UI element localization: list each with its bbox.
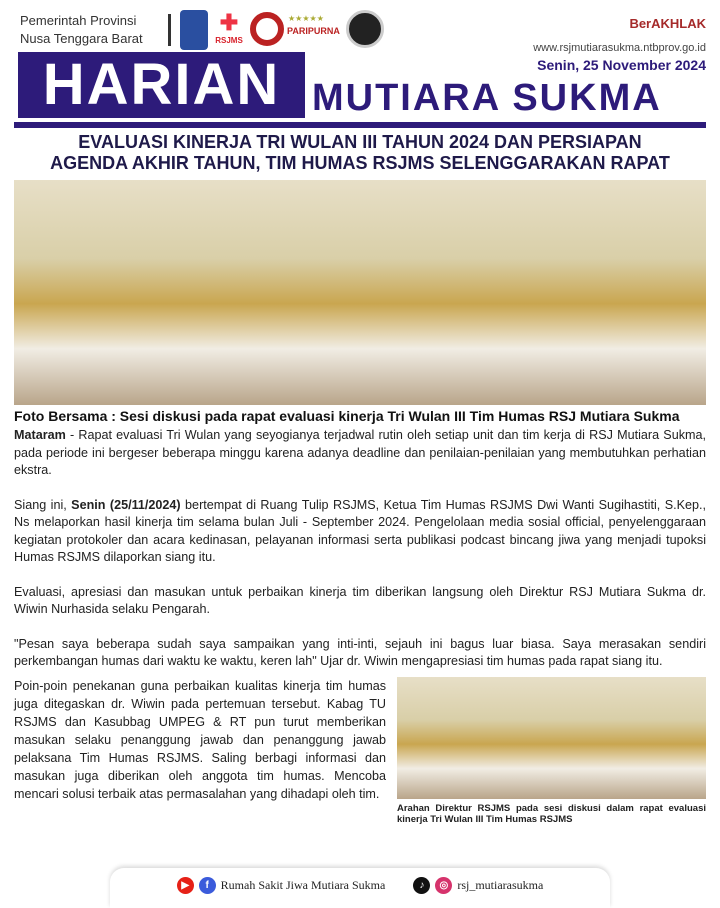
- gov-line-2: Nusa Tenggara Barat: [20, 31, 143, 46]
- instagram-icon[interactable]: ◎: [435, 877, 452, 894]
- government-label: [20, 12, 143, 48]
- issue-date: Senin, 25 November 2024: [537, 57, 706, 73]
- article-body: [14, 409, 706, 825]
- tiktok-icon[interactable]: ♪: [413, 877, 430, 894]
- province-logo: [180, 10, 208, 50]
- instagram-handle[interactable]: rsj_mutiarasukma: [457, 878, 544, 892]
- p2-date: Senin (25/11/2024): [71, 497, 181, 512]
- masthead-harian: HARIAN: [18, 52, 305, 118]
- divider: [168, 14, 171, 46]
- p1-text: - Rapat evaluasi Tri Wulan yang seyogianya terjadwal rutin oleh setiap unit dan tim kerja di RSJ Mutiara Sukma, pada periode ini bergeser beberapa minggu karena adanya deadline dan penilaian-penilaian yang membutuhkan perhatian ekstra.: [14, 428, 706, 477]
- secondary-photo-caption: Arahan Direktur RSJMS pada sesi diskusi dalam rapat evaluasi kinerja Tri Wulan III Tim Humas RSJMS: [397, 802, 706, 825]
- cross-icon: ✚: [219, 10, 239, 35]
- title-line-2: AGENDA AKHIR TAHUN, TIM HUMAS RSJMS SELENGGARAKAN RAPAT: [50, 153, 670, 173]
- p2-b: bertempat di Ruang Tulip RSJMS, Ketua Tim Humas RSJMS Dwi Wanti Sugihastiti, S.Kep., Ns melaporkan hasil kinerja tim selama bulan Juli - September 2024. Pengelolaan media sosial official, penyelenggaraan kegiatan protokoler dan acara kedinasan, pelayanan informasi serta publikasi podcast bincang jiwa yang menjadi tupoksi Humas RSJMS dilaporkan siang itu.: [14, 497, 706, 564]
- berakhlak-logo: BerAKHLAK: [629, 16, 706, 31]
- paragraph-2: [14, 497, 706, 567]
- gov-line-1: Pemerintah Provinsi: [20, 13, 137, 28]
- article-title: [10, 132, 710, 174]
- header-rule: [14, 122, 706, 128]
- secondary-photo: [397, 677, 706, 799]
- paragraph-5: Poin-poin penekanan guna perbaikan kualitas kinerja tim humas juga ditegaskan dr. Wiwin pada pertemuan tersebut. Kabag TU RSJMS dan Kasubbag UMPEG & RT pun turut memberikan masukan selaku penanggung jawab dan penanggung jawab pelaksana Tim Humas RSJMS. Saling berbagi informasi dan masukan juga diberikan oleh anggota tim humas. Mencoba mencari solusi terbaik atas permasalahan yang dihadapi oleh tim.: [14, 678, 386, 801]
- paragraph-4: "Pesan saya beberapa sudah saya sampaikan yang inti-inti, sejauh ini bagus luar biasa. Saya merasakan sendiri perkembangan humas dari waktu ke waktu, keren lah" Ujar dr. Wiwin mengapresiasi tim humas pada rapat siang itu.: [14, 636, 706, 668]
- paragraph-3: Evaluasi, apresiasi dan masukan untuk perbaikan kinerja tim diberikan langsung oleh Direktur RSJ Mutiara Sukma dr. Wiwin Nurhasida selaku Pengarah.: [14, 584, 706, 616]
- main-photo: [14, 180, 706, 405]
- lower-section: [14, 677, 706, 825]
- title-line-1: EVALUASI KINERJA TRI WULAN III TAHUN 2024 DAN PERSIAPAN: [78, 132, 642, 152]
- rsjms-logo: [214, 10, 244, 50]
- seal-logo: [346, 10, 384, 48]
- paragraph-1: [14, 427, 706, 480]
- p2-a: Siang ini,: [14, 497, 72, 512]
- stars-icon: ★★★★★: [288, 14, 324, 23]
- paripurna-icon: [250, 12, 284, 46]
- secondary-photo-block: [397, 677, 706, 825]
- footer-social-row: [110, 877, 610, 894]
- website[interactable]: www.rsjmutiarasukma.ntbprov.go.id: [533, 42, 706, 54]
- facebook-handle[interactable]: Rumah Sakit Jiwa Mutiara Sukma: [220, 878, 386, 892]
- rsjms-logo-text: RSJMS: [215, 36, 243, 45]
- facebook-icon[interactable]: f: [199, 877, 216, 894]
- masthead-mutiara-sukma: MUTIARA SUKMA: [312, 77, 662, 119]
- paripurna-logo: PARIPURNA: [287, 26, 340, 36]
- main-photo-caption: Foto Bersama : Sesi diskusi pada rapat evaluasi kinerja Tri Wulan III Tim Humas RSJ Mutiara Sukma: [14, 408, 680, 424]
- dateline: Mataram: [14, 428, 66, 442]
- youtube-icon[interactable]: ▶: [177, 877, 194, 894]
